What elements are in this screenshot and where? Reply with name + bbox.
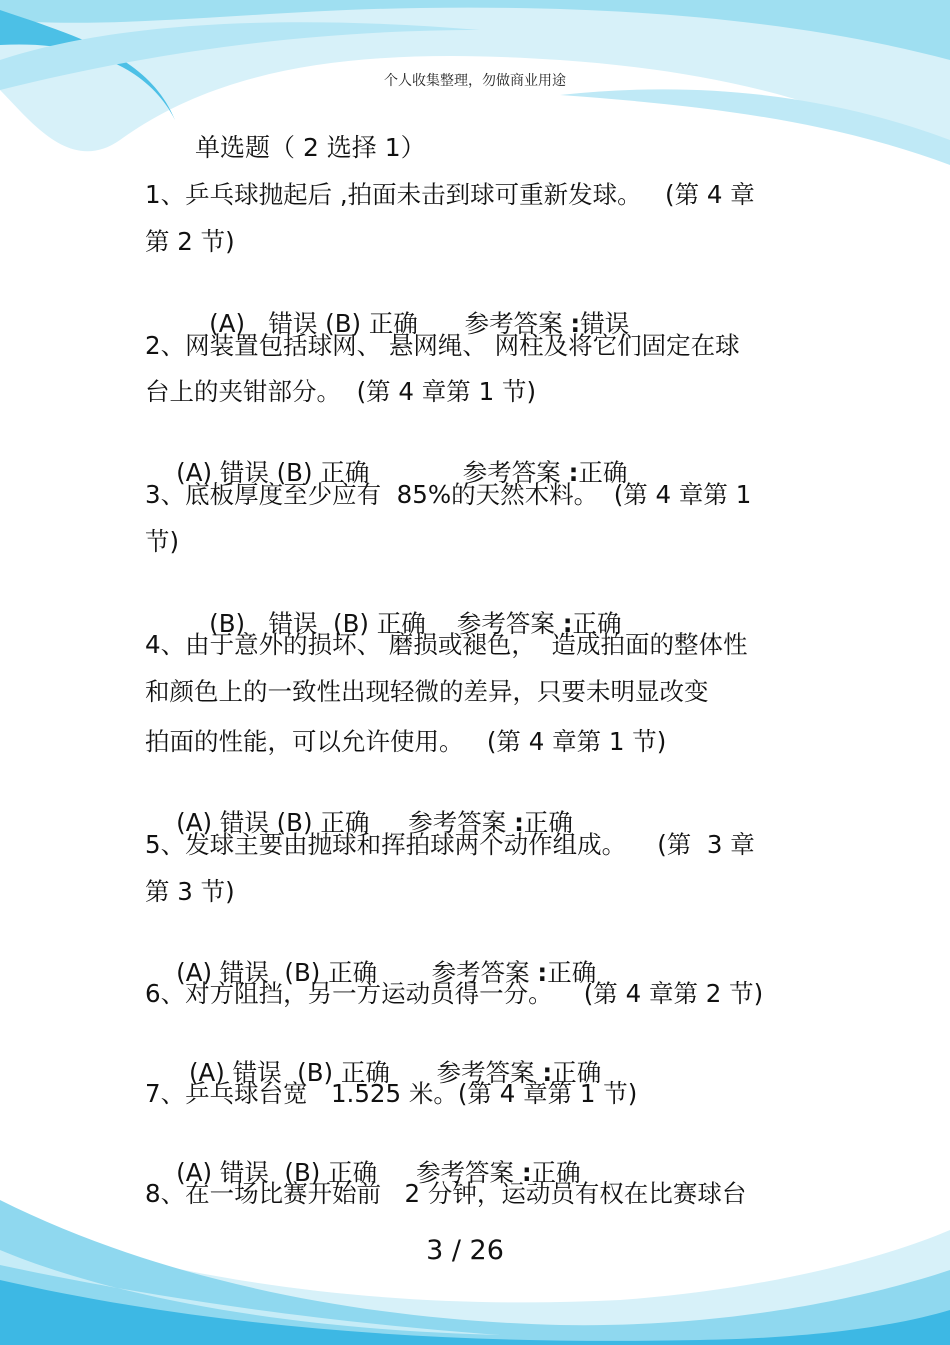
answer-value: 正确 <box>531 1158 581 1188</box>
section-title: 单选题（ 2 选择 1） <box>195 133 426 162</box>
answer-colon: : <box>514 808 524 838</box>
answer-options: (A) 错误 (B) 正确 <box>209 309 465 339</box>
answer-label: 参考答案 <box>462 458 569 488</box>
answer-label: 参考答案 <box>408 808 515 838</box>
answer-value: 正确 <box>578 458 628 488</box>
answer-colon: : <box>537 958 548 988</box>
answer-colon: : <box>568 458 579 488</box>
question-2-line-2: 台上的夹钳部分。 (第 4 章第 1 节) <box>145 377 537 406</box>
answer-value: 正确 <box>552 1058 602 1088</box>
answer-colon: : <box>521 1158 532 1188</box>
answer-colon: : <box>542 1058 553 1088</box>
question-5-line-1: 5、发球主要由抛球和挥拍球两个动作组成。 (第 3 章 <box>145 830 755 859</box>
answer-label: 参考答案 <box>464 309 571 339</box>
question-4-line-1: 4、由于意外的损坏、 磨损或褪色， 造成拍面的整体性 <box>145 630 748 659</box>
answer-colon: : <box>570 309 581 339</box>
page-number: 3 / 26 <box>426 1235 504 1266</box>
question-1-line-1: 1、乒乓球抛起后 ,拍面未击到球可重新发球。 (第 4 章 <box>145 180 755 209</box>
question-4-line-2: 和颜色上的一致性出现轻微的差异，只要未明显改变 <box>145 677 709 706</box>
answer-value: 错误 <box>580 309 630 339</box>
header-note: 个人收集整理，勿做商业用途 <box>384 73 566 89</box>
question-6-line-1: 6、对方阻挡，另一方运动员得一分。 (第 4 章第 2 节) <box>145 979 764 1008</box>
answer-options: (A) 错误 (B) 正确 <box>176 1158 417 1188</box>
answer-label: 参考答案 <box>436 1058 543 1088</box>
answer-value: 正确 <box>572 609 622 639</box>
answer-colon: : <box>562 609 573 639</box>
answer-options: (A) 错误 (B) 正确 <box>176 808 409 838</box>
answer-options: (B) 错误 (B) 正确 <box>209 609 457 639</box>
question-3-line-1: 3、底板厚度至少应有 85%的天然木料。 (第 4 章第 1 <box>145 480 752 509</box>
answer-options: (A) 错误 (B) 正确 <box>181 1058 437 1088</box>
answer-label: 参考答案 <box>456 609 563 639</box>
answer-value: 正确 <box>547 958 597 988</box>
answer-label: 参考答案 <box>416 1158 522 1188</box>
answer-label: 参考答案 <box>431 958 538 988</box>
question-7-line-1: 7、乒乓球台宽 1.525 米。(第 4 章第 1 节) <box>145 1079 638 1108</box>
question-5-line-2: 第 3 节) <box>145 877 235 906</box>
answer-value: 正确 <box>523 808 573 838</box>
question-3-line-2: 节) <box>145 527 180 556</box>
answer-options: (A) 错误 (B) 正确 <box>176 458 463 488</box>
question-1-line-2: 第 2 节) <box>145 227 235 256</box>
question-4-line-3: 拍面的性能，可以允许使用。 (第 4 章第 1 节) <box>145 727 667 756</box>
question-8-line-1: 8、在一场比赛开始前 2 分钟，运动员有权在比赛球台 <box>145 1179 747 1208</box>
answer-options: (A) 错误 (B) 正确 <box>176 958 432 988</box>
question-2-line-1: 2、网装置包括球网、 悬网绳、 网柱及将它们固定在球 <box>145 331 740 360</box>
